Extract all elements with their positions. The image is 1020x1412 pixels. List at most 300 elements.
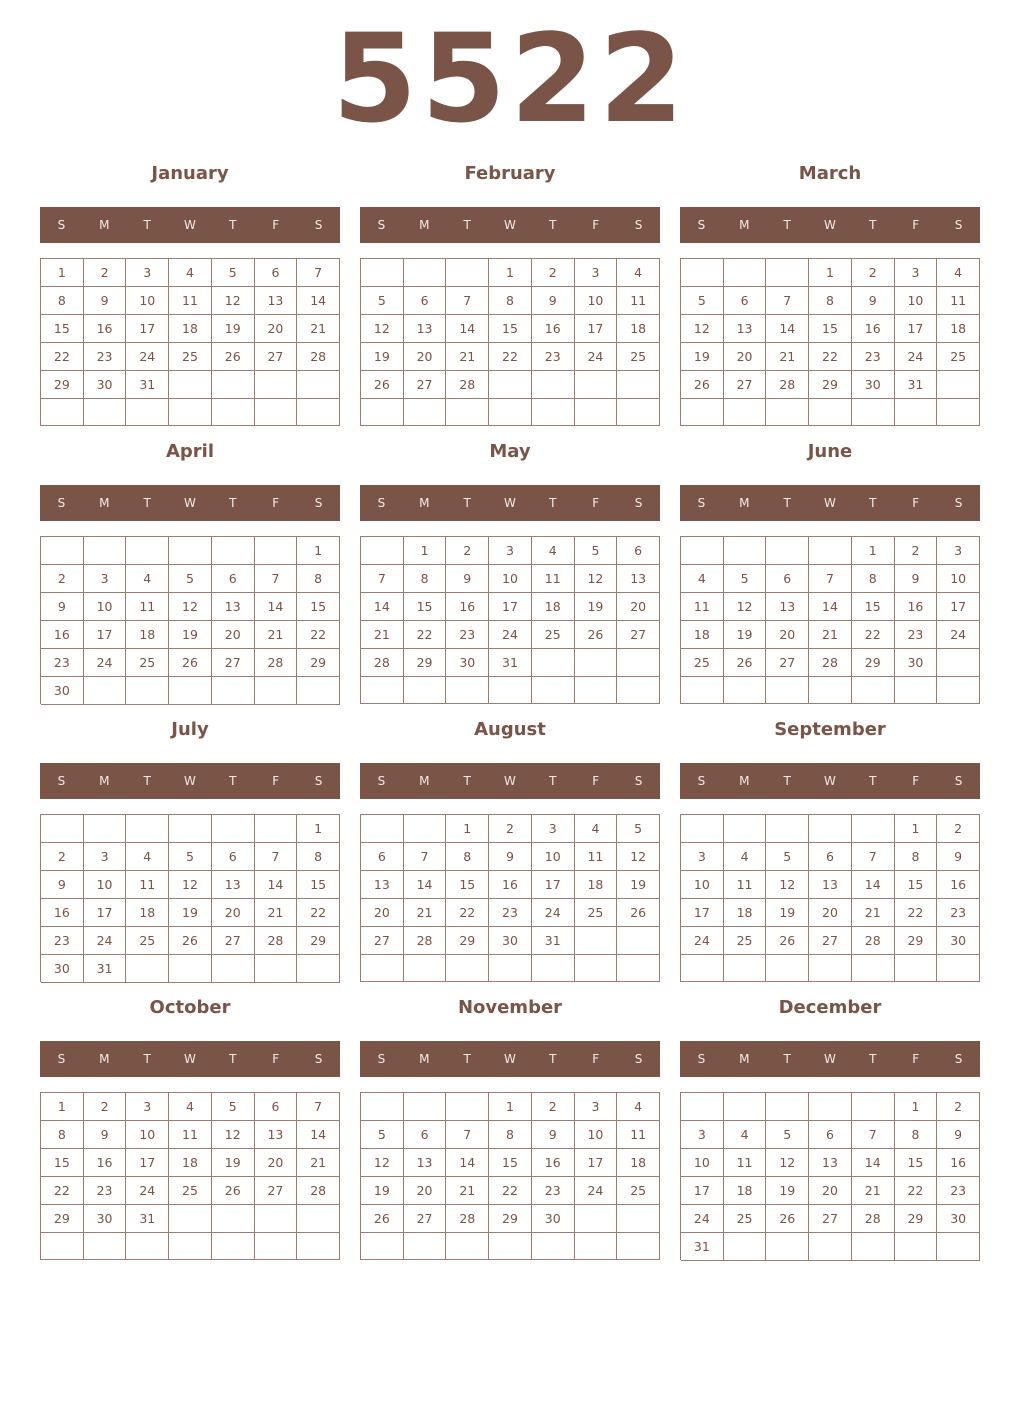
day-cell: 6: [255, 259, 298, 287]
empty-day-cell: [169, 955, 212, 983]
day-cell: 30: [937, 1205, 980, 1233]
day-cell: 31: [489, 649, 532, 677]
day-cell: 31: [895, 371, 938, 399]
weekday-label: S: [377, 218, 386, 232]
day-cell: 3: [937, 537, 980, 565]
day-cell: 29: [895, 927, 938, 955]
day-cell: 11: [937, 287, 980, 315]
day-cell: 10: [126, 287, 169, 315]
day-cell: 17: [575, 1149, 618, 1177]
weekday-label: T: [229, 496, 237, 510]
day-cell: 7: [297, 1093, 340, 1121]
month-name: August: [474, 719, 546, 740]
day-cell: 27: [724, 371, 767, 399]
day-cell: 30: [937, 927, 980, 955]
empty-day-cell: [766, 1093, 809, 1121]
day-cell: 9: [937, 843, 980, 871]
day-cell: 24: [575, 343, 618, 371]
day-cell: 12: [212, 287, 255, 315]
weekday-header: [680, 763, 980, 799]
weekday-label: S: [377, 774, 386, 788]
day-cell: 12: [361, 315, 404, 343]
day-grid: [40, 1092, 340, 1260]
day-cell: 21: [297, 1149, 340, 1177]
empty-day-cell: [126, 815, 169, 843]
empty-day-cell: [212, 815, 255, 843]
empty-day-cell: [212, 371, 255, 399]
empty-day-cell: [212, 677, 255, 705]
day-cell: 23: [937, 899, 980, 927]
empty-day-cell: [361, 259, 404, 287]
day-cell: 13: [404, 1149, 447, 1177]
day-cell: 19: [724, 621, 767, 649]
day-grid: [680, 536, 980, 704]
day-cell: 18: [724, 899, 767, 927]
day-cell: 9: [895, 565, 938, 593]
empty-day-cell: [404, 677, 447, 704]
day-cell: 14: [297, 1121, 340, 1149]
day-cell: 3: [895, 259, 938, 287]
weekday-label: F: [912, 496, 920, 510]
day-cell: 20: [766, 621, 809, 649]
weekday-label: M: [739, 218, 750, 232]
empty-day-cell: [724, 1233, 767, 1261]
day-cell: 26: [766, 927, 809, 955]
day-cell: 6: [766, 565, 809, 593]
day-cell: 13: [809, 871, 852, 899]
day-cell: 24: [681, 927, 724, 955]
day-cell: 23: [41, 927, 84, 955]
weekday-label: F: [272, 218, 280, 232]
empty-day-cell: [255, 1205, 298, 1233]
weekday-label: F: [912, 218, 920, 232]
empty-day-cell: [84, 537, 127, 565]
day-cell: 18: [724, 1177, 767, 1205]
day-cell: 18: [617, 315, 660, 343]
day-cell: 18: [617, 1149, 660, 1177]
day-cell: 23: [446, 621, 489, 649]
day-cell: 24: [895, 343, 938, 371]
empty-day-cell: [169, 1233, 212, 1260]
empty-day-cell: [212, 1233, 255, 1260]
day-cell: 1: [809, 259, 852, 287]
day-cell: 1: [446, 815, 489, 843]
day-cell: 1: [41, 259, 84, 287]
empty-day-cell: [41, 537, 84, 565]
day-cell: 17: [681, 1177, 724, 1205]
day-cell: 4: [937, 259, 980, 287]
day-cell: 10: [84, 871, 127, 899]
month-name: September: [774, 719, 886, 740]
day-cell: 10: [895, 287, 938, 315]
day-cell: 27: [255, 1177, 298, 1205]
day-cell: 29: [297, 649, 340, 677]
weekday-label: W: [824, 218, 836, 232]
day-cell: 2: [852, 259, 895, 287]
day-cell: 5: [361, 1121, 404, 1149]
day-cell: 28: [404, 927, 447, 955]
day-cell: 8: [489, 1121, 532, 1149]
day-cell: 14: [852, 1149, 895, 1177]
day-cell: 7: [446, 1121, 489, 1149]
weekday-label: T: [549, 218, 557, 232]
day-cell: 5: [169, 843, 212, 871]
day-cell: 20: [724, 343, 767, 371]
weekday-label: M: [99, 774, 110, 788]
day-cell: 17: [126, 1149, 169, 1177]
weekday-label: S: [634, 218, 643, 232]
day-grid: [680, 258, 980, 426]
empty-day-cell: [297, 371, 340, 399]
weekday-label: T: [869, 1052, 877, 1066]
day-cell: 2: [41, 565, 84, 593]
empty-day-cell: [361, 815, 404, 843]
day-grid: [360, 1092, 660, 1260]
day-cell: 28: [809, 649, 852, 677]
empty-day-cell: [852, 677, 895, 704]
day-cell: 3: [532, 815, 575, 843]
day-cell: 16: [84, 1149, 127, 1177]
day-cell: 29: [297, 927, 340, 955]
day-cell: 27: [809, 927, 852, 955]
day-cell: 8: [895, 1121, 938, 1149]
weekday-label: S: [697, 774, 706, 788]
day-cell: 3: [84, 565, 127, 593]
day-cell: 18: [575, 871, 618, 899]
empty-day-cell: [446, 955, 489, 982]
weekday-label: F: [272, 496, 280, 510]
day-cell: 19: [681, 343, 724, 371]
day-cell: 2: [532, 1093, 575, 1121]
day-cell: 15: [852, 593, 895, 621]
empty-day-cell: [575, 955, 618, 982]
day-cell: 21: [404, 899, 447, 927]
day-cell: 12: [681, 315, 724, 343]
month-name: May: [489, 441, 531, 462]
month-name: November: [457, 997, 563, 1018]
empty-day-cell: [724, 815, 767, 843]
weekday-label: S: [634, 774, 643, 788]
weekday-header: [680, 207, 980, 243]
weekday-label: T: [869, 496, 877, 510]
day-cell: 21: [255, 621, 298, 649]
day-grid: [680, 1092, 980, 1260]
day-cell: 20: [809, 1177, 852, 1205]
empty-day-cell: [575, 1233, 618, 1260]
weekday-label: M: [419, 774, 430, 788]
empty-day-cell: [532, 1233, 575, 1260]
day-cell: 22: [809, 343, 852, 371]
empty-day-cell: [681, 815, 724, 843]
weekday-label: W: [824, 774, 836, 788]
day-cell: 5: [681, 287, 724, 315]
day-cell: 18: [532, 593, 575, 621]
day-cell: 21: [852, 1177, 895, 1205]
day-cell: 9: [84, 287, 127, 315]
day-cell: 11: [575, 843, 618, 871]
day-grid: [40, 814, 340, 982]
day-cell: 28: [446, 1205, 489, 1233]
day-cell: 21: [361, 621, 404, 649]
day-cell: 1: [895, 1093, 938, 1121]
day-cell: 13: [617, 565, 660, 593]
day-cell: 19: [361, 343, 404, 371]
weekday-label: T: [549, 496, 557, 510]
day-cell: 23: [84, 343, 127, 371]
day-grid: [40, 536, 340, 704]
day-cell: 2: [489, 815, 532, 843]
weekday-label: S: [57, 774, 66, 788]
empty-day-cell: [681, 537, 724, 565]
weekday-label: T: [783, 774, 791, 788]
day-cell: 28: [255, 927, 298, 955]
day-cell: 25: [532, 621, 575, 649]
day-cell: 26: [169, 927, 212, 955]
day-cell: 14: [809, 593, 852, 621]
empty-day-cell: [852, 815, 895, 843]
empty-day-cell: [212, 1205, 255, 1233]
day-cell: 3: [681, 1121, 724, 1149]
empty-day-cell: [446, 399, 489, 426]
empty-day-cell: [937, 955, 980, 982]
empty-day-cell: [809, 815, 852, 843]
day-cell: 29: [809, 371, 852, 399]
day-cell: 17: [575, 315, 618, 343]
day-cell: 17: [681, 899, 724, 927]
day-cell: 11: [617, 287, 660, 315]
empty-day-cell: [937, 649, 980, 677]
empty-day-cell: [169, 677, 212, 705]
weekday-label: S: [954, 774, 963, 788]
empty-day-cell: [575, 1205, 618, 1233]
empty-day-cell: [126, 1233, 169, 1260]
day-cell: 10: [681, 1149, 724, 1177]
day-cell: 1: [297, 815, 340, 843]
weekday-header: [360, 1041, 660, 1077]
day-cell: 24: [84, 649, 127, 677]
day-cell: 8: [489, 287, 532, 315]
day-cell: 6: [617, 537, 660, 565]
day-cell: 16: [446, 593, 489, 621]
empty-day-cell: [532, 399, 575, 426]
day-cell: 26: [361, 371, 404, 399]
empty-day-cell: [361, 1093, 404, 1121]
day-cell: 5: [169, 565, 212, 593]
day-cell: 27: [361, 927, 404, 955]
day-cell: 20: [617, 593, 660, 621]
empty-day-cell: [255, 371, 298, 399]
day-cell: 17: [126, 315, 169, 343]
day-cell: 1: [852, 537, 895, 565]
day-cell: 7: [809, 565, 852, 593]
day-cell: 9: [937, 1121, 980, 1149]
day-cell: 19: [766, 899, 809, 927]
day-cell: 31: [532, 927, 575, 955]
day-cell: 27: [766, 649, 809, 677]
day-cell: 14: [766, 315, 809, 343]
empty-day-cell: [255, 1233, 298, 1260]
weekday-label: W: [504, 1052, 516, 1066]
empty-day-cell: [84, 399, 127, 426]
empty-day-cell: [404, 955, 447, 982]
month-name: April: [165, 441, 215, 462]
weekday-label: W: [184, 774, 196, 788]
day-cell: 16: [532, 315, 575, 343]
empty-day-cell: [937, 371, 980, 399]
day-cell: 9: [446, 565, 489, 593]
empty-day-cell: [404, 1233, 447, 1260]
day-cell: 28: [852, 1205, 895, 1233]
day-cell: 27: [212, 649, 255, 677]
day-cell: 12: [361, 1149, 404, 1177]
weekday-label: T: [783, 218, 791, 232]
day-cell: 24: [681, 1205, 724, 1233]
day-cell: 23: [895, 621, 938, 649]
empty-day-cell: [895, 399, 938, 426]
day-cell: 24: [937, 621, 980, 649]
day-cell: 7: [361, 565, 404, 593]
day-cell: 8: [809, 287, 852, 315]
empty-day-cell: [766, 399, 809, 426]
weekday-header: [40, 763, 340, 799]
day-cell: 21: [297, 315, 340, 343]
day-cell: 4: [575, 815, 618, 843]
day-cell: 24: [575, 1177, 618, 1205]
empty-day-cell: [617, 1233, 660, 1260]
month-name: March: [798, 163, 862, 184]
empty-day-cell: [489, 1233, 532, 1260]
day-cell: 21: [255, 899, 298, 927]
day-cell: 28: [446, 371, 489, 399]
day-cell: 11: [169, 287, 212, 315]
day-cell: 3: [126, 1093, 169, 1121]
day-cell: 18: [169, 1149, 212, 1177]
day-cell: 30: [41, 955, 84, 983]
day-cell: 20: [212, 621, 255, 649]
empty-day-cell: [617, 649, 660, 677]
weekday-label: S: [57, 496, 66, 510]
day-cell: 16: [84, 315, 127, 343]
weekday-label: W: [184, 1052, 196, 1066]
weekday-label: T: [463, 774, 471, 788]
day-cell: 28: [766, 371, 809, 399]
weekday-label: S: [697, 1052, 706, 1066]
weekday-label: T: [463, 218, 471, 232]
day-cell: 26: [766, 1205, 809, 1233]
empty-day-cell: [532, 371, 575, 399]
empty-day-cell: [361, 1233, 404, 1260]
day-cell: 19: [212, 315, 255, 343]
weekday-label: T: [143, 1052, 151, 1066]
day-cell: 26: [361, 1205, 404, 1233]
day-cell: 13: [255, 287, 298, 315]
day-cell: 19: [212, 1149, 255, 1177]
empty-day-cell: [41, 1233, 84, 1260]
day-cell: 24: [126, 343, 169, 371]
day-cell: 13: [255, 1121, 298, 1149]
empty-day-cell: [617, 399, 660, 426]
day-cell: 18: [169, 315, 212, 343]
day-cell: 2: [937, 815, 980, 843]
weekday-label: T: [143, 496, 151, 510]
day-cell: 11: [724, 871, 767, 899]
day-cell: 3: [126, 259, 169, 287]
day-cell: 6: [809, 1121, 852, 1149]
day-cell: 28: [255, 649, 298, 677]
empty-day-cell: [84, 677, 127, 705]
empty-day-cell: [361, 399, 404, 426]
day-cell: 23: [84, 1177, 127, 1205]
day-cell: 14: [446, 1149, 489, 1177]
day-cell: 21: [852, 899, 895, 927]
empty-day-cell: [937, 1233, 980, 1261]
empty-day-cell: [297, 1205, 340, 1233]
empty-day-cell: [212, 537, 255, 565]
day-cell: 23: [489, 899, 532, 927]
weekday-label: W: [184, 496, 196, 510]
day-cell: 6: [724, 287, 767, 315]
day-cell: 5: [724, 565, 767, 593]
empty-day-cell: [809, 1093, 852, 1121]
empty-day-cell: [766, 259, 809, 287]
day-grid: [680, 814, 980, 982]
day-cell: 6: [212, 843, 255, 871]
weekday-label: W: [824, 1052, 836, 1066]
day-cell: 8: [41, 1121, 84, 1149]
day-cell: 27: [617, 621, 660, 649]
weekday-label: T: [463, 496, 471, 510]
day-cell: 9: [41, 871, 84, 899]
day-cell: 27: [404, 371, 447, 399]
day-cell: 20: [404, 343, 447, 371]
empty-day-cell: [724, 537, 767, 565]
day-grid: [360, 814, 660, 982]
weekday-label: S: [954, 496, 963, 510]
day-cell: 21: [446, 1177, 489, 1205]
empty-day-cell: [617, 955, 660, 982]
empty-day-cell: [895, 1233, 938, 1261]
day-cell: 23: [937, 1177, 980, 1205]
day-cell: 3: [681, 843, 724, 871]
day-cell: 22: [41, 343, 84, 371]
day-cell: 1: [489, 1093, 532, 1121]
day-cell: 17: [895, 315, 938, 343]
day-cell: 30: [41, 677, 84, 705]
day-cell: 12: [766, 1149, 809, 1177]
day-cell: 29: [446, 927, 489, 955]
day-cell: 17: [84, 621, 127, 649]
day-cell: 20: [212, 899, 255, 927]
day-cell: 11: [617, 1121, 660, 1149]
day-cell: 20: [255, 315, 298, 343]
day-cell: 6: [212, 565, 255, 593]
empty-day-cell: [532, 649, 575, 677]
day-cell: 14: [852, 871, 895, 899]
empty-day-cell: [404, 815, 447, 843]
empty-day-cell: [895, 955, 938, 982]
day-cell: 9: [84, 1121, 127, 1149]
day-cell: 29: [489, 1205, 532, 1233]
empty-day-cell: [489, 677, 532, 704]
day-cell: 27: [255, 343, 298, 371]
weekday-label: S: [697, 218, 706, 232]
empty-day-cell: [852, 1093, 895, 1121]
day-cell: 5: [361, 287, 404, 315]
day-cell: 8: [297, 843, 340, 871]
day-cell: 9: [489, 843, 532, 871]
weekday-label: M: [419, 218, 430, 232]
day-cell: 6: [361, 843, 404, 871]
